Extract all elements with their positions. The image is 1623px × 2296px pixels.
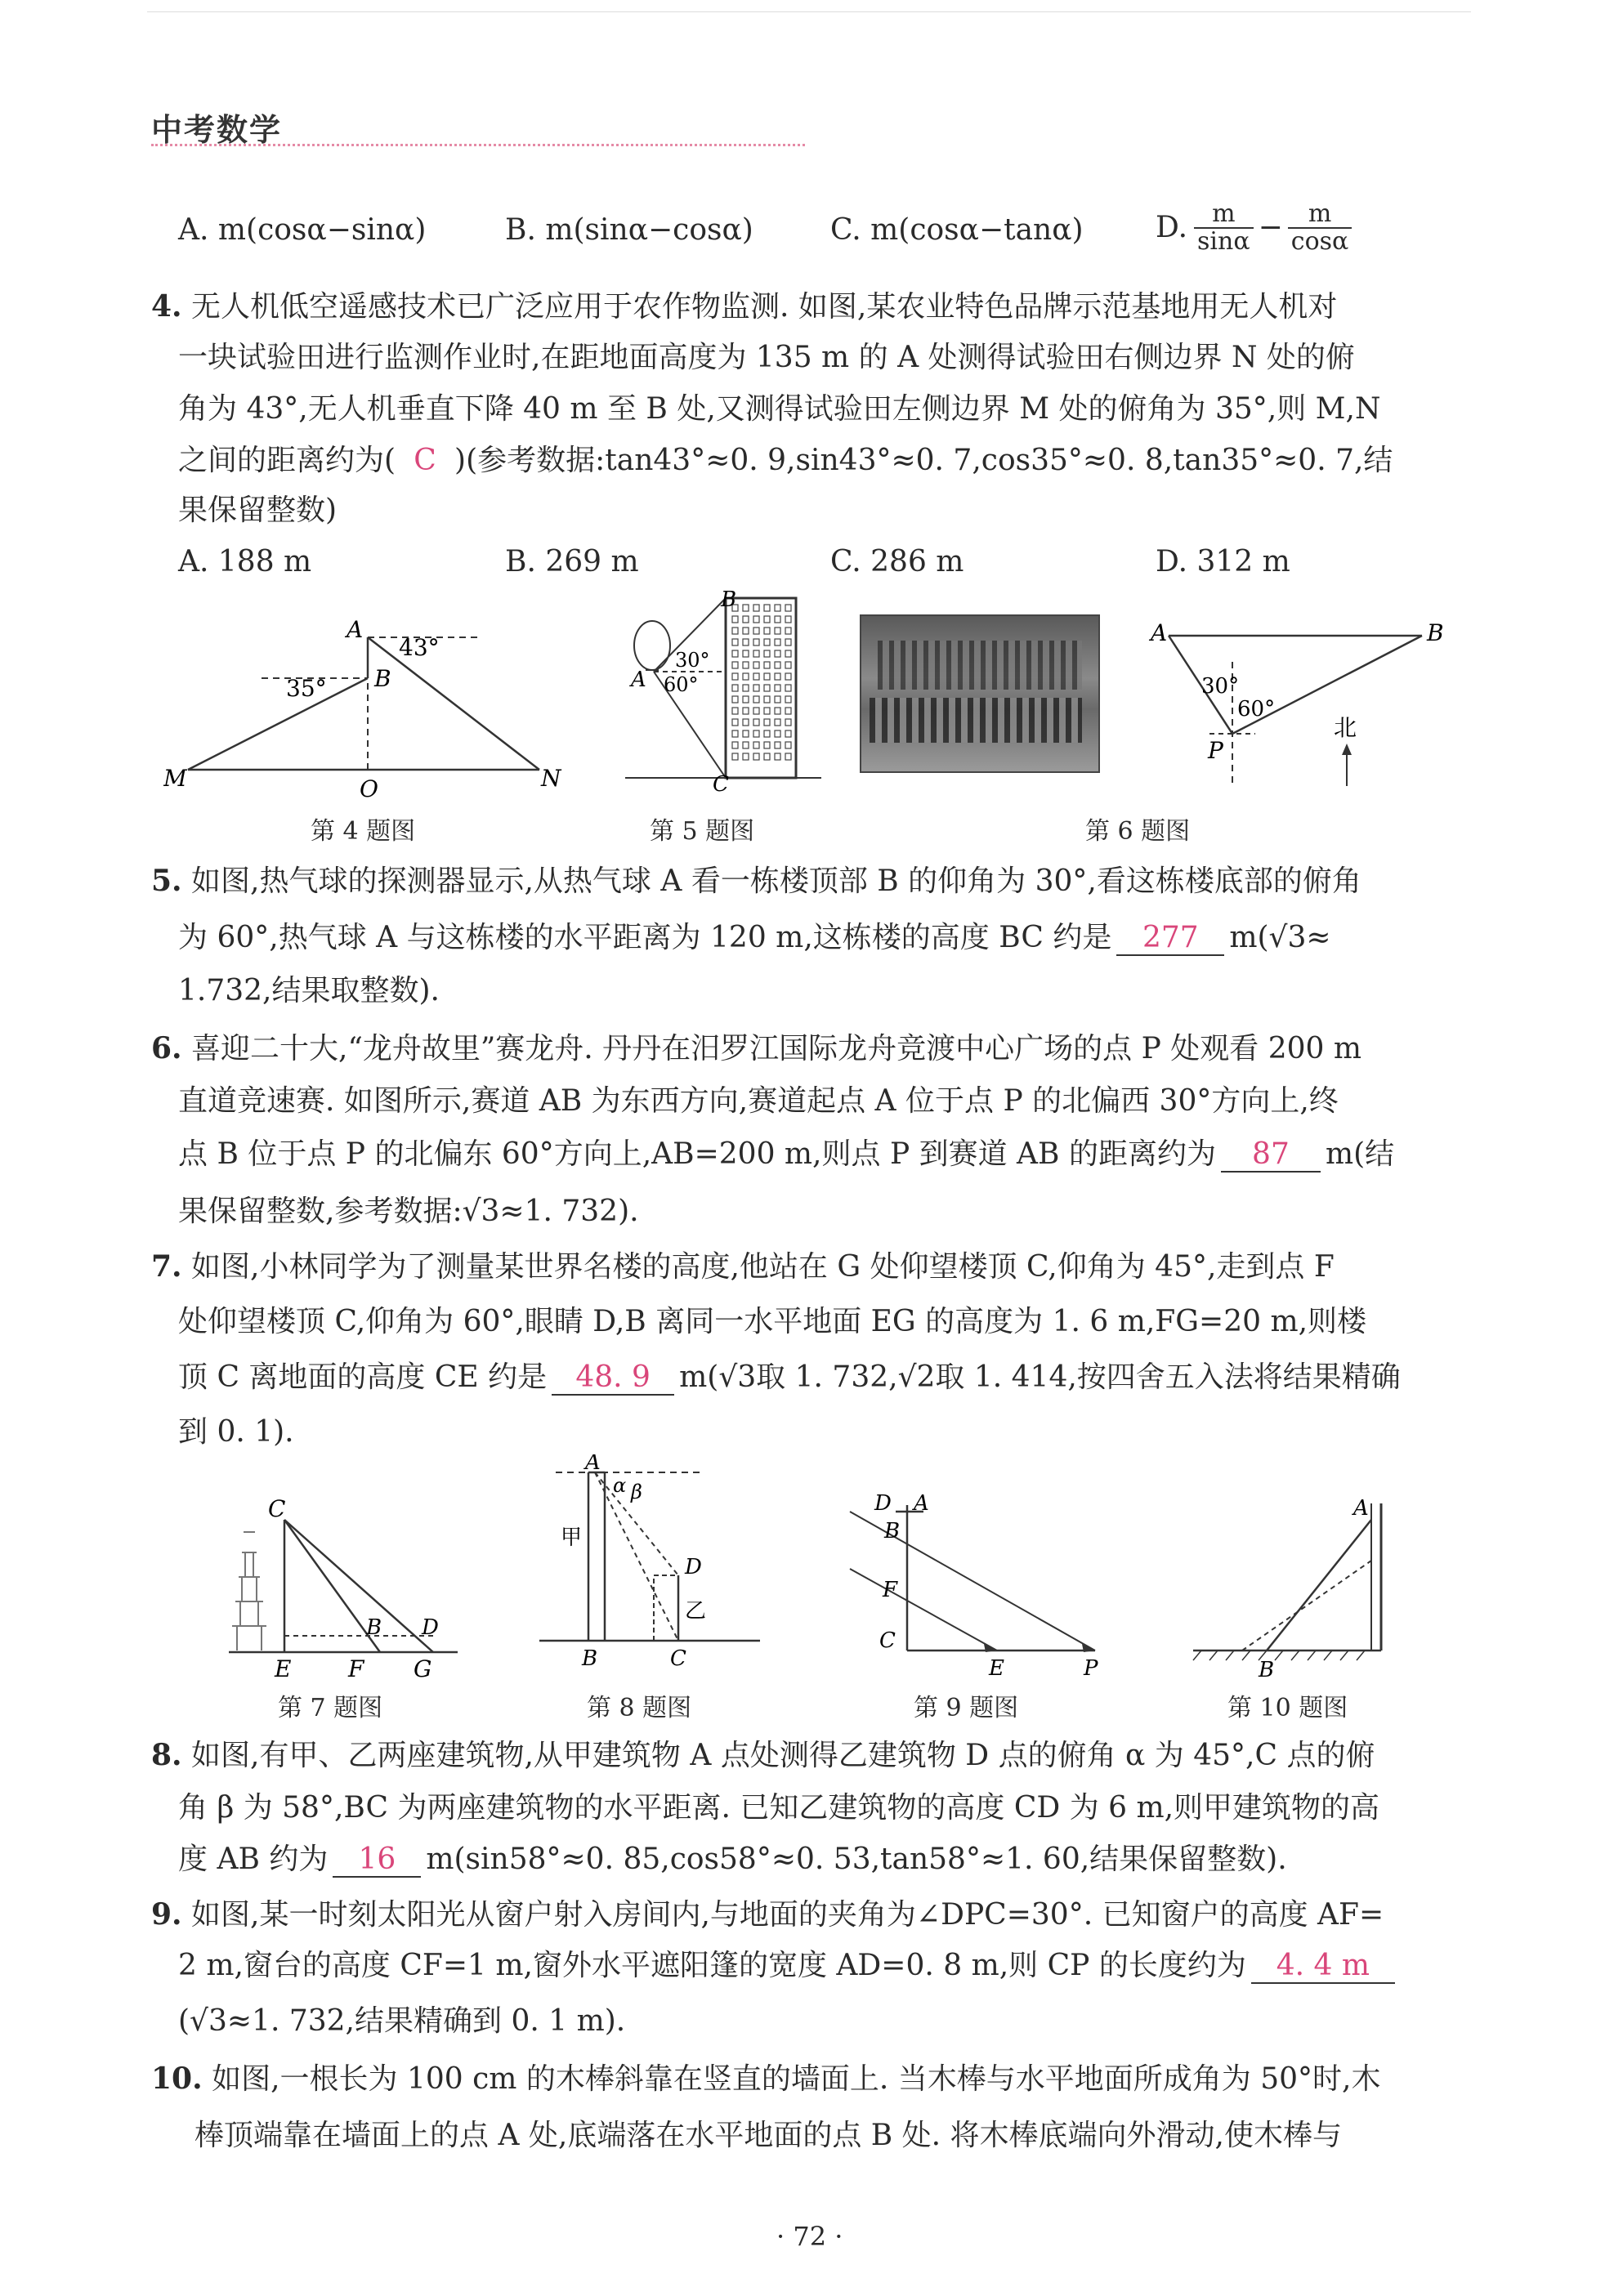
fig5-angle-30: 30° — [675, 649, 710, 672]
fig5-window — [764, 650, 770, 657]
fig5-window — [775, 673, 780, 680]
q8-answer: 16 — [333, 1843, 421, 1878]
fig5-window — [743, 742, 749, 748]
q5-text-2-post: m(√3≈ — [1229, 921, 1331, 954]
fig5-window — [732, 719, 738, 726]
fig5-label-c: C — [713, 772, 729, 793]
fig5-window — [775, 719, 780, 726]
q5-number: 5. — [151, 864, 182, 898]
fig4-label-b: B — [374, 665, 391, 692]
fig5-window — [785, 696, 791, 703]
fig5-window — [743, 696, 749, 703]
fig5-window — [785, 708, 791, 714]
q8-line-2: 角 β 为 58°,BC 为两座建筑物的水平距离. 已知乙建筑物的高度 CD 为 6 m,则甲建筑物的高 — [178, 1791, 1380, 1825]
fig5-window — [785, 753, 791, 760]
q4-line-5: 果保留整数) — [178, 494, 338, 527]
fig5-window — [743, 719, 749, 726]
figure-7 — [221, 1487, 466, 1683]
fig5-window — [785, 650, 791, 657]
fig5-window — [753, 696, 759, 703]
fig5-window — [743, 616, 749, 623]
fig10-caption: 第 10 题图 — [1227, 1694, 1348, 1722]
fig4-label-o: O — [360, 775, 378, 802]
fig6-label-a: A — [1151, 619, 1168, 646]
q5-text-1: 如图,热气球的探测器显示,从热气球 A 看一栋楼顶部 B 的仰角为 30°,看这栋楼底部的俯角 — [191, 864, 1361, 898]
fig8-label-yi: 乙 — [685, 1599, 707, 1624]
fig6-caption: 第 6 题图 — [1085, 817, 1191, 846]
fig7-label-g: G — [414, 1655, 432, 1682]
fig5-window — [743, 650, 749, 657]
q8-text-3-pre: 度 AB 约为 — [178, 1843, 329, 1876]
q10-line-2: 棒顶端靠在墙面上的点 A 处,底端落在水平地面的点 B 处. 将木棒底端向外滑动,使木棒与 — [194, 2119, 1343, 2152]
q3-option-a: A. m(cosα−sinα) — [178, 213, 427, 247]
q7-line-2: 处仰望楼顶 C,仰角为 60°,眼睛 D,B 离同一水平地面 EG 的高度为 1. 6 m,FG=20 m,则楼 — [178, 1305, 1367, 1338]
fig5-window — [743, 662, 749, 668]
q9-line-2 — [178, 1950, 1395, 1984]
q6-line-3 — [178, 1138, 1394, 1173]
fig6-photo-rowers-1 — [878, 641, 1082, 690]
fig5-window — [732, 628, 738, 634]
fig5-window — [764, 685, 770, 691]
fig5-window — [764, 742, 770, 748]
fig5-window — [753, 753, 759, 760]
figure-4 — [163, 613, 588, 809]
fig5-window — [775, 628, 780, 634]
fig5-window — [785, 662, 791, 668]
q4-text-4-pre: 之间的距离约为( — [178, 444, 396, 477]
q7-answer: 48. 9 — [552, 1361, 674, 1396]
fig5-window — [785, 673, 791, 680]
fig5-window — [743, 605, 749, 611]
fig4-label-n: N — [541, 765, 561, 792]
q7-text-3-post: m(√3取 1. 732,√2取 1. 414,按四舍五入法将结果精确 — [679, 1360, 1401, 1394]
q5-line-2 — [178, 922, 1331, 956]
q9-line-1 — [151, 1898, 1384, 1932]
q8-number: 8. — [151, 1738, 182, 1772]
fig5-window — [732, 639, 738, 645]
fig5-balloon-icon — [634, 621, 670, 670]
fig5-window — [753, 662, 759, 668]
q4-option-a: A. 188 m — [178, 545, 312, 578]
fig5-label-a: A — [631, 668, 646, 692]
fig10-ground-hatch — [1193, 1651, 1365, 1660]
fig6-label-b: B — [1427, 619, 1444, 646]
q6-line-2: 直道竞速赛. 如图所示,赛道 AB 为东西方向,赛道起点 A 位于点 P 的北偏西 30°方向上,终 — [178, 1084, 1339, 1118]
q3-option-d-frac2 — [1288, 201, 1352, 255]
fig9-label-p: P — [1084, 1656, 1098, 1681]
fig5-window — [785, 685, 791, 691]
fig6-north-arrowhead-icon — [1342, 744, 1352, 755]
fig5-window — [743, 673, 749, 680]
fig5-window — [753, 616, 759, 623]
fig5-windows — [732, 605, 791, 760]
fig7-label-c: C — [268, 1495, 286, 1522]
q3-option-d-frac1 — [1194, 201, 1254, 255]
fig9-label-f: F — [883, 1578, 898, 1602]
fig6-photo-dragon-boat — [860, 614, 1100, 773]
fig5-window — [775, 685, 780, 691]
q4-line-2: 一块试验田进行监测作业时,在距地面高度为 135 m 的 A 处测得试验田右侧边界 N 处的俯 — [178, 341, 1355, 374]
q7-line-3 — [178, 1361, 1401, 1396]
fig5-window — [732, 753, 738, 760]
fig10-stick-moved — [1242, 1561, 1371, 1651]
fig5-label-b: B — [721, 588, 737, 612]
figure-8 — [539, 1454, 768, 1683]
fig5-window — [753, 685, 759, 691]
q3-option-d — [1156, 201, 1352, 255]
q6-text-3-post: m(结 — [1325, 1137, 1395, 1171]
fig5-window — [775, 753, 780, 760]
header-underline — [151, 144, 805, 146]
fig9-label-a: A — [914, 1491, 929, 1516]
fig5-window — [732, 696, 738, 703]
q4-answer: C — [414, 444, 436, 477]
fig4-label-m: M — [163, 765, 187, 792]
fig6-label-p: P — [1208, 737, 1223, 764]
frac2-denominator: cosα — [1290, 227, 1349, 256]
fig5-window — [775, 639, 780, 645]
fig5-window — [775, 742, 780, 748]
fig5-window — [785, 730, 791, 737]
fig5-window — [775, 605, 780, 611]
fig5-window — [764, 753, 770, 760]
q6-text-1: 喜迎二十大,“龙舟故里”赛龙舟. 丹丹在汨罗江国际龙舟竞渡中心广场的点 P 处观看 200 m — [191, 1032, 1362, 1065]
fig5-window — [753, 673, 759, 680]
q7-text-1: 如图,小林同学为了测量某世界名楼的高度,他站在 G 处仰望楼顶 C,仰角为 45°,走到点 F — [191, 1250, 1335, 1284]
fig5-window — [764, 639, 770, 645]
fig5-window — [764, 673, 770, 680]
fig4-angle-35: 35° — [286, 675, 327, 702]
q5-line-3: 1.732,结果取整数). — [178, 974, 440, 1007]
q10-number: 10. — [151, 2061, 203, 2096]
fig5-window — [775, 650, 780, 657]
q9-text-1: 如图,某一时刻太阳光从窗户射入房间内,与地面的夹角为∠DPC=30°. 已知窗户的高度 AF= — [191, 1898, 1384, 1932]
q4-text-4-post: )(参考数据:tan43°≈0. 9,sin43°≈0. 7,cos35°≈0. 8,tan35°≈0. 7,结 — [454, 444, 1393, 477]
fig5-window — [753, 605, 759, 611]
fig5-window — [743, 730, 749, 737]
fig9-label-e: E — [989, 1656, 1004, 1681]
fig5-window — [732, 730, 738, 737]
fig5-window — [764, 730, 770, 737]
fig5-window — [785, 719, 791, 726]
fig5-window — [743, 753, 749, 760]
q7-number: 7. — [151, 1249, 182, 1284]
q4-line-4 — [178, 444, 1393, 477]
page-header-title: 中考数学 — [151, 112, 283, 148]
fig6-angle-30: 30° — [1201, 674, 1240, 699]
fig4-line-an — [368, 637, 539, 770]
fig7-pagoda-icon — [232, 1532, 266, 1651]
figure-9 — [834, 1487, 1111, 1683]
q9-number: 9. — [151, 1897, 182, 1932]
fig5-window — [764, 616, 770, 623]
q4-number: 4. — [151, 289, 182, 324]
fig5-window — [785, 605, 791, 611]
fig4-line-bm — [188, 678, 368, 770]
fig5-window — [753, 730, 759, 737]
q4-line-1 — [151, 290, 1337, 324]
fig7-label-d: D — [422, 1615, 439, 1640]
fig5-window — [753, 628, 759, 634]
fig5-window — [775, 696, 780, 703]
fig8-caption: 第 8 题图 — [587, 1694, 692, 1722]
fig8-label-jia: 甲 — [561, 1525, 583, 1550]
q5-text-2-pre: 为 60°,热气球 A 与这栋楼的水平距离为 120 m,这栋楼的高度 BC 约是 — [178, 921, 1112, 954]
q8-line-3 — [178, 1843, 1287, 1878]
fig9-label-c: C — [879, 1628, 896, 1653]
q8-text-1: 如图,有甲、乙两座建筑物,从甲建筑物 A 点处测得乙建筑物 D 点的俯角 α 为 45°,C 点的俯 — [191, 1739, 1375, 1772]
q8-text-3-post: m(sin58°≈0. 85,cos58°≈0. 53,tan58°≈1. 60,结果保留整数). — [426, 1843, 1287, 1876]
fig5-window — [764, 662, 770, 668]
fig5-window — [732, 650, 738, 657]
fig5-window — [743, 628, 749, 634]
q4-line-3: 角为 43°,无人机垂直下降 40 m 至 B 处,又测得试验田左侧边界 M 处的俯角为 35°,则 M,N — [178, 392, 1381, 426]
fig7-label-f: F — [348, 1655, 364, 1682]
fig8-alpha: α — [613, 1474, 627, 1497]
fig6-photo-rowers-2 — [870, 698, 1082, 743]
q4-option-b: B. 269 m — [505, 545, 639, 578]
q5-line-1 — [151, 864, 1361, 898]
frac1-denominator: sinα — [1197, 227, 1250, 256]
fig5-window — [732, 673, 738, 680]
fig5-window — [764, 628, 770, 634]
fig5-window — [775, 662, 780, 668]
fig5-window — [732, 685, 738, 691]
fig5-window — [775, 730, 780, 737]
q6-text-3-pre: 点 B 位于点 P 的北偏东 60°方向上,AB=200 m,则点 P 到赛道 AB 的距离约为 — [178, 1137, 1216, 1171]
fig5-window — [753, 639, 759, 645]
fig5-window — [775, 616, 780, 623]
q4-option-c: C. 286 m — [830, 545, 964, 578]
fig9-label-b: B — [884, 1519, 901, 1543]
fig5-window — [743, 685, 749, 691]
fig5-window — [753, 650, 759, 657]
fig10-label-b: B — [1259, 1658, 1275, 1682]
fig5-window — [753, 719, 759, 726]
fig5-window — [732, 742, 738, 748]
page-number: · 72 · — [776, 2221, 843, 2252]
q3-option-d-minus: − — [1258, 211, 1283, 244]
frac2-numerator: m — [1288, 201, 1352, 229]
q4-text-1: 无人机低空遥感技术已广泛应用于农作物监测. 如图,某农业特色品牌示范基地用无人机对 — [191, 290, 1338, 324]
fig7-label-e: E — [275, 1655, 292, 1682]
top-rule — [147, 11, 1471, 12]
q9-answer: 4. 4 m — [1251, 1950, 1395, 1984]
fig8-label-c: C — [670, 1646, 686, 1671]
fig5-window — [785, 616, 791, 623]
fig5-window — [764, 708, 770, 714]
q10-line-1 — [151, 2062, 1380, 2096]
fig10-stick-ab — [1267, 1520, 1371, 1651]
q7-text-3-pre: 顶 C 离地面的高度 CE 约是 — [178, 1360, 548, 1394]
q4-option-d: D. 312 m — [1156, 545, 1290, 578]
q7-line-1 — [151, 1250, 1335, 1284]
fig5-window — [743, 639, 749, 645]
fig5-window — [732, 616, 738, 623]
fig5-window — [764, 696, 770, 703]
q3-option-d-prefix: D. — [1156, 211, 1188, 244]
q9-line-3: (√3≈1. 732,结果精确到 0. 1 m). — [178, 2004, 626, 2038]
fig8-building-yi — [654, 1575, 678, 1641]
fig4-angle-43: 43° — [399, 634, 440, 661]
fig8-label-d: D — [685, 1555, 702, 1579]
q7-line-4: 到 0. 1). — [178, 1415, 294, 1449]
fig7-line-cg — [284, 1520, 433, 1652]
fig8-beta: β — [631, 1481, 642, 1503]
q3-option-c: C. m(cosα−tanα) — [830, 213, 1084, 247]
q10-text-1: 如图,一根长为 100 cm 的木棒斜靠在竖直的墙面上. 当木棒与水平地面所成角为 50°时,木 — [212, 2062, 1381, 2096]
q6-number: 6. — [151, 1031, 182, 1065]
q8-line-1 — [151, 1739, 1375, 1772]
q6-line-4: 果保留整数,参考数据:√3≈1. 732). — [178, 1195, 639, 1228]
fig8-label-b: B — [582, 1646, 598, 1671]
fig5-window — [764, 605, 770, 611]
fig5-window — [775, 708, 780, 714]
fig5-caption: 第 5 题图 — [650, 817, 755, 846]
figure-6-diagram — [1144, 613, 1455, 801]
fig6-north-label: 北 — [1334, 714, 1357, 741]
fig5-window — [764, 719, 770, 726]
q6-line-1 — [151, 1032, 1361, 1065]
fig7-label-b: B — [366, 1615, 382, 1640]
fig5-window — [753, 742, 759, 748]
fig5-angle-60: 60° — [664, 673, 699, 696]
figure-5 — [621, 588, 825, 793]
fig6-angle-60: 60° — [1237, 697, 1276, 721]
q3-option-b: B. m(sinα−cosα) — [505, 213, 753, 247]
fig5-window — [732, 662, 738, 668]
fig5-window — [785, 742, 791, 748]
fig9-label-d: D — [874, 1491, 892, 1516]
fig5-window — [785, 628, 791, 634]
frac1-numerator: m — [1194, 201, 1254, 229]
fig9-caption: 第 9 题图 — [914, 1694, 1019, 1722]
fig5-window — [785, 639, 791, 645]
fig10-label-a: A — [1353, 1496, 1369, 1521]
q6-answer: 87 — [1221, 1138, 1321, 1173]
fig5-window — [743, 708, 749, 714]
fig7-caption: 第 7 题图 — [278, 1694, 383, 1722]
fig5-window — [732, 708, 738, 714]
q5-answer: 277 — [1116, 922, 1224, 956]
fig8-label-a: A — [585, 1454, 601, 1475]
fig5-window — [753, 708, 759, 714]
fig4-caption: 第 4 题图 — [311, 817, 416, 846]
q9-text-2-pre: 2 m,窗台的高度 CF=1 m,窗外水平遮阳篷的宽度 AD=0. 8 m,则 CP 的长度约为 — [178, 1949, 1246, 1982]
fig4-label-a: A — [347, 616, 364, 643]
fig9-ray-fe — [850, 1569, 997, 1651]
figure-10 — [1185, 1487, 1397, 1683]
